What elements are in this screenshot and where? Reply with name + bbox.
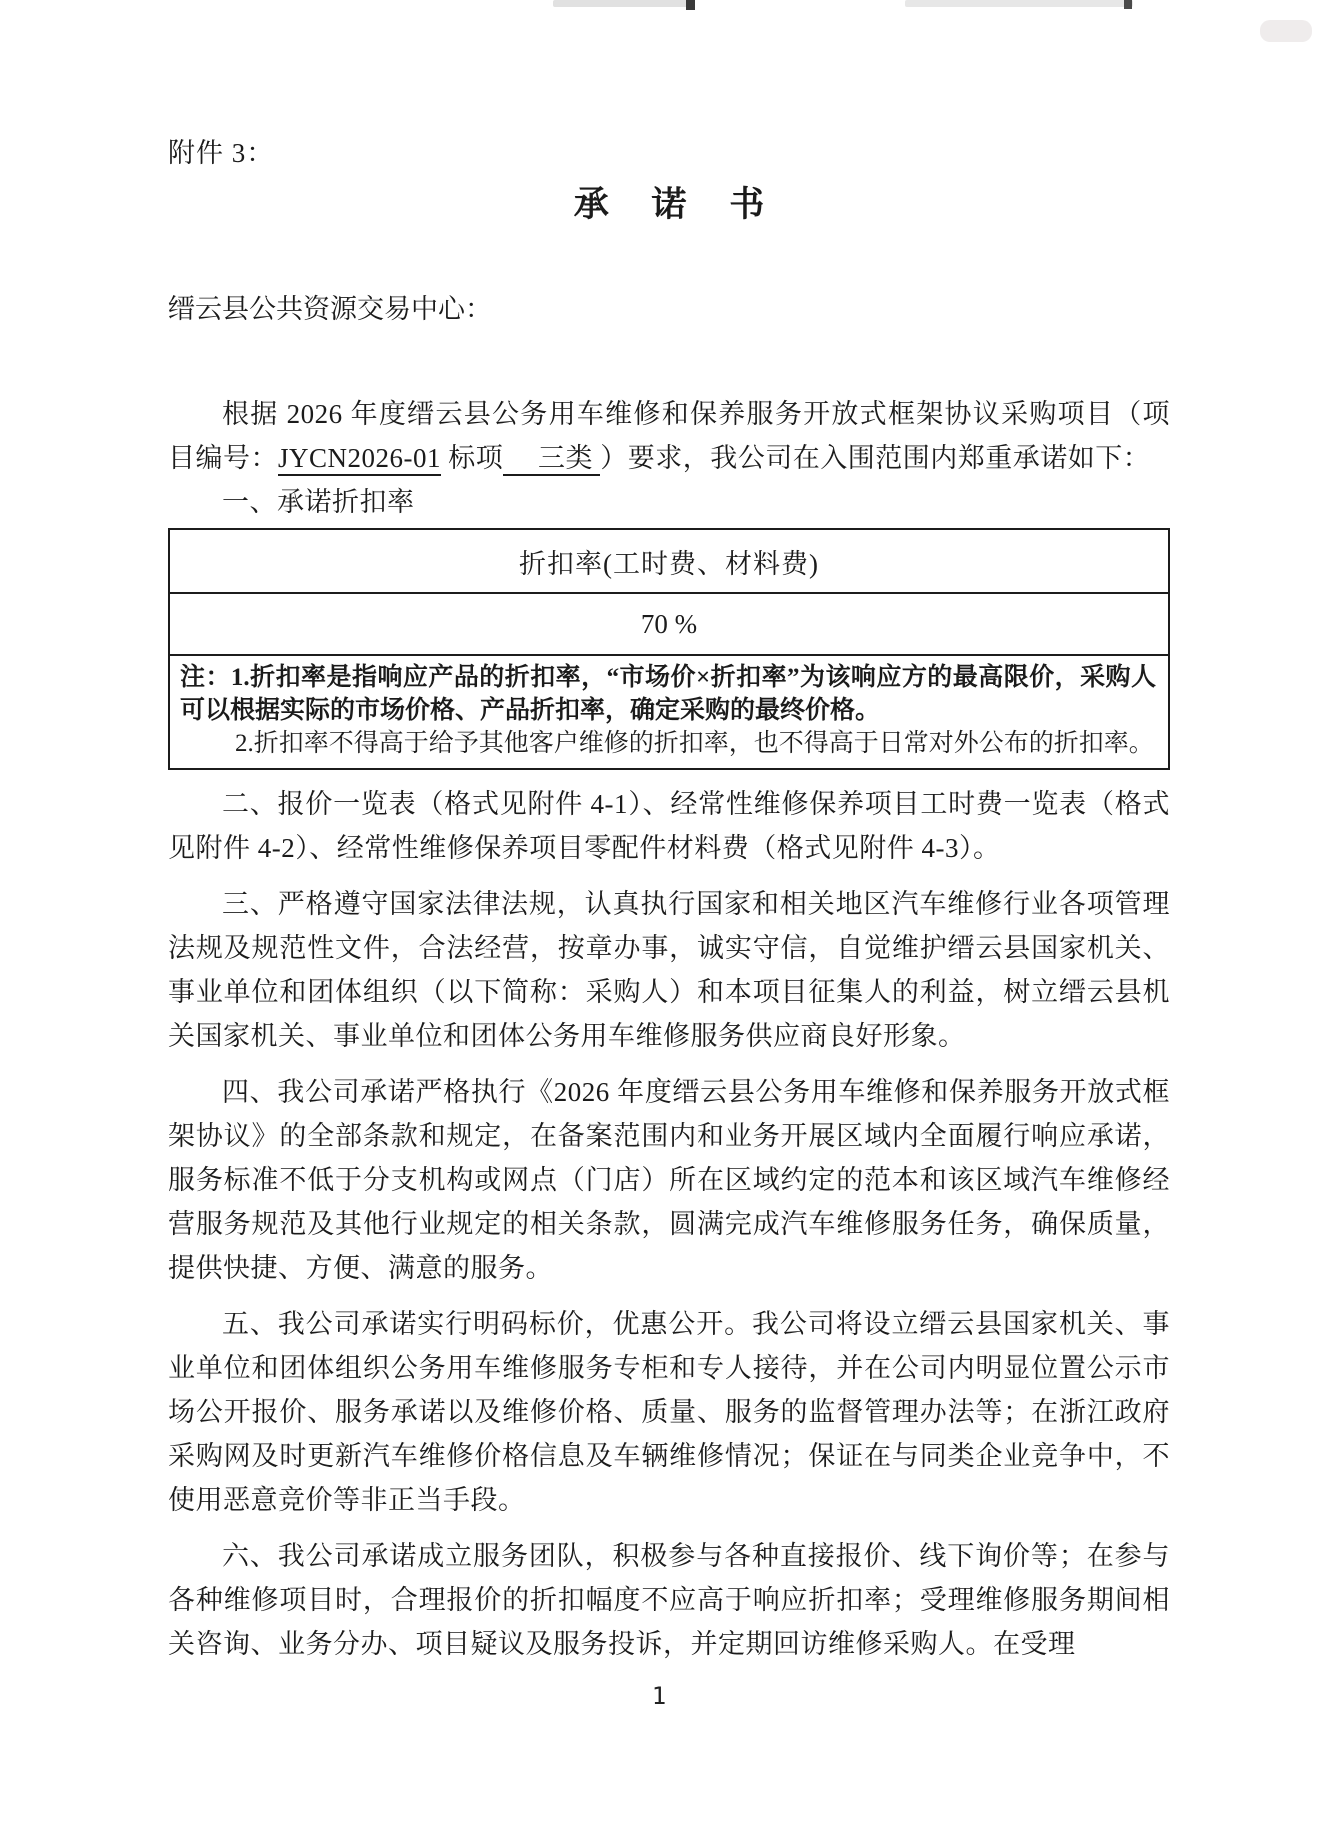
- intro-paragraph: [168, 392, 1170, 480]
- discount-rate-table: [168, 528, 1170, 770]
- paragraph-2: 二、报价一览表（格式见附件 4-1）、经常性维修保养项目工时费一览表（格式见附件 4-2）、经常性维修保养项目零配件材料费（格式见附件 4-3）。: [168, 789, 1170, 863]
- paragraph-4: 四、我公司承诺严格执行《2026 年度缙云县公务用车维修和保养服务开放式框架协议》的全部条款和规定，在备案范围内和业务开展区域内全面履行响应承诺，服务标准不低于分支机构或网点（门店）所在区域约定的范本和该区域汽车维修经营服务规范及其他行业规定的相关条款，圆满完成汽车维修服务任务，确保质量，提供快捷、方便、满意的服务。: [168, 1077, 1170, 1283]
- table-header-row: [169, 529, 1169, 593]
- document-content: [168, 0, 1170, 1666]
- table-note-cell: [169, 655, 1169, 769]
- discount-rate-header-cell: 折扣率(工时费、材料费): [169, 529, 1169, 593]
- paragraph-5: 五、我公司承诺实行明码标价，优惠公开。我公司将设立缙云县国家机关、事业单位和团体组织公务用车维修服务专柜和专人接待，并在公司内明显位置公示市场公开报价、服务承诺以及维修价格、质量、服务的监督管理办法等；在浙江政府采购网及时更新汽车维修价格信息及车辆维修情况；保证在与同类企业竞争中，不使用恶意竞价等非正当手段。: [168, 1309, 1170, 1515]
- attachment-label: 附件 3：: [168, 138, 275, 168]
- paragraph-6: 六、我公司承诺成立服务团队，积极参与各种直接报价、线下询价等；在参与各种维修项目时，合理报价的折扣幅度不应高于响应折扣率；受理维修服务期间相关咨询、业务分办、项目疑议及服务投诉，并定期回访维修采购人。在受理: [168, 1541, 1170, 1659]
- intro-suffix: ）要求，我公司在入围范围内郑重承诺如下：: [600, 443, 1151, 473]
- project-number: JYCN2026-01: [278, 443, 441, 476]
- scan-artifact-smudge: [1260, 20, 1312, 42]
- lot-category: 三类: [503, 443, 600, 476]
- document-title: 承 诺 书: [573, 185, 782, 224]
- table-note-row: [169, 655, 1169, 769]
- intro-mid: 标项: [441, 443, 504, 473]
- salutation: 缙云县公共资源交易中心：: [168, 294, 492, 324]
- table-note-2: 2.折扣率不得高于给予其他客户维修的折扣率，也不得高于日常对外公布的折扣率。: [235, 730, 1154, 757]
- body-paragraphs: [168, 782, 1170, 1666]
- paragraph-3: 三、严格遵守国家法律法规，认真执行国家和相关地区汽车维修行业各项管理法规及规范性文件，合法经营，按章办事，诚实守信，自觉维护缙云县国家机关、事业单位和团体组织（以下简称：采购人）和本项目征集人的利益，树立缙云县机关国家机关、事业单位和团体公务用车维修服务供应商良好形象。: [168, 889, 1170, 1051]
- page-number: 1: [651, 1682, 667, 1710]
- intro-prefix: 根据 2026 年度缙云县公务用车维修和保养服务开放式框架协议采购项目（项目编号：: [168, 399, 1170, 473]
- discount-rate-value-cell: 70 %: [169, 593, 1169, 655]
- table-value-row: [169, 593, 1169, 655]
- table-note-1: 注：1.折扣率是指响应产品的折扣率，“市场价×折扣率”为该响应方的最高限价，采购人可以根据实际的市场价格、产品折扣率，确定采购的最终价格。: [180, 664, 1156, 724]
- section1-heading: 一、承诺折扣率: [222, 487, 415, 517]
